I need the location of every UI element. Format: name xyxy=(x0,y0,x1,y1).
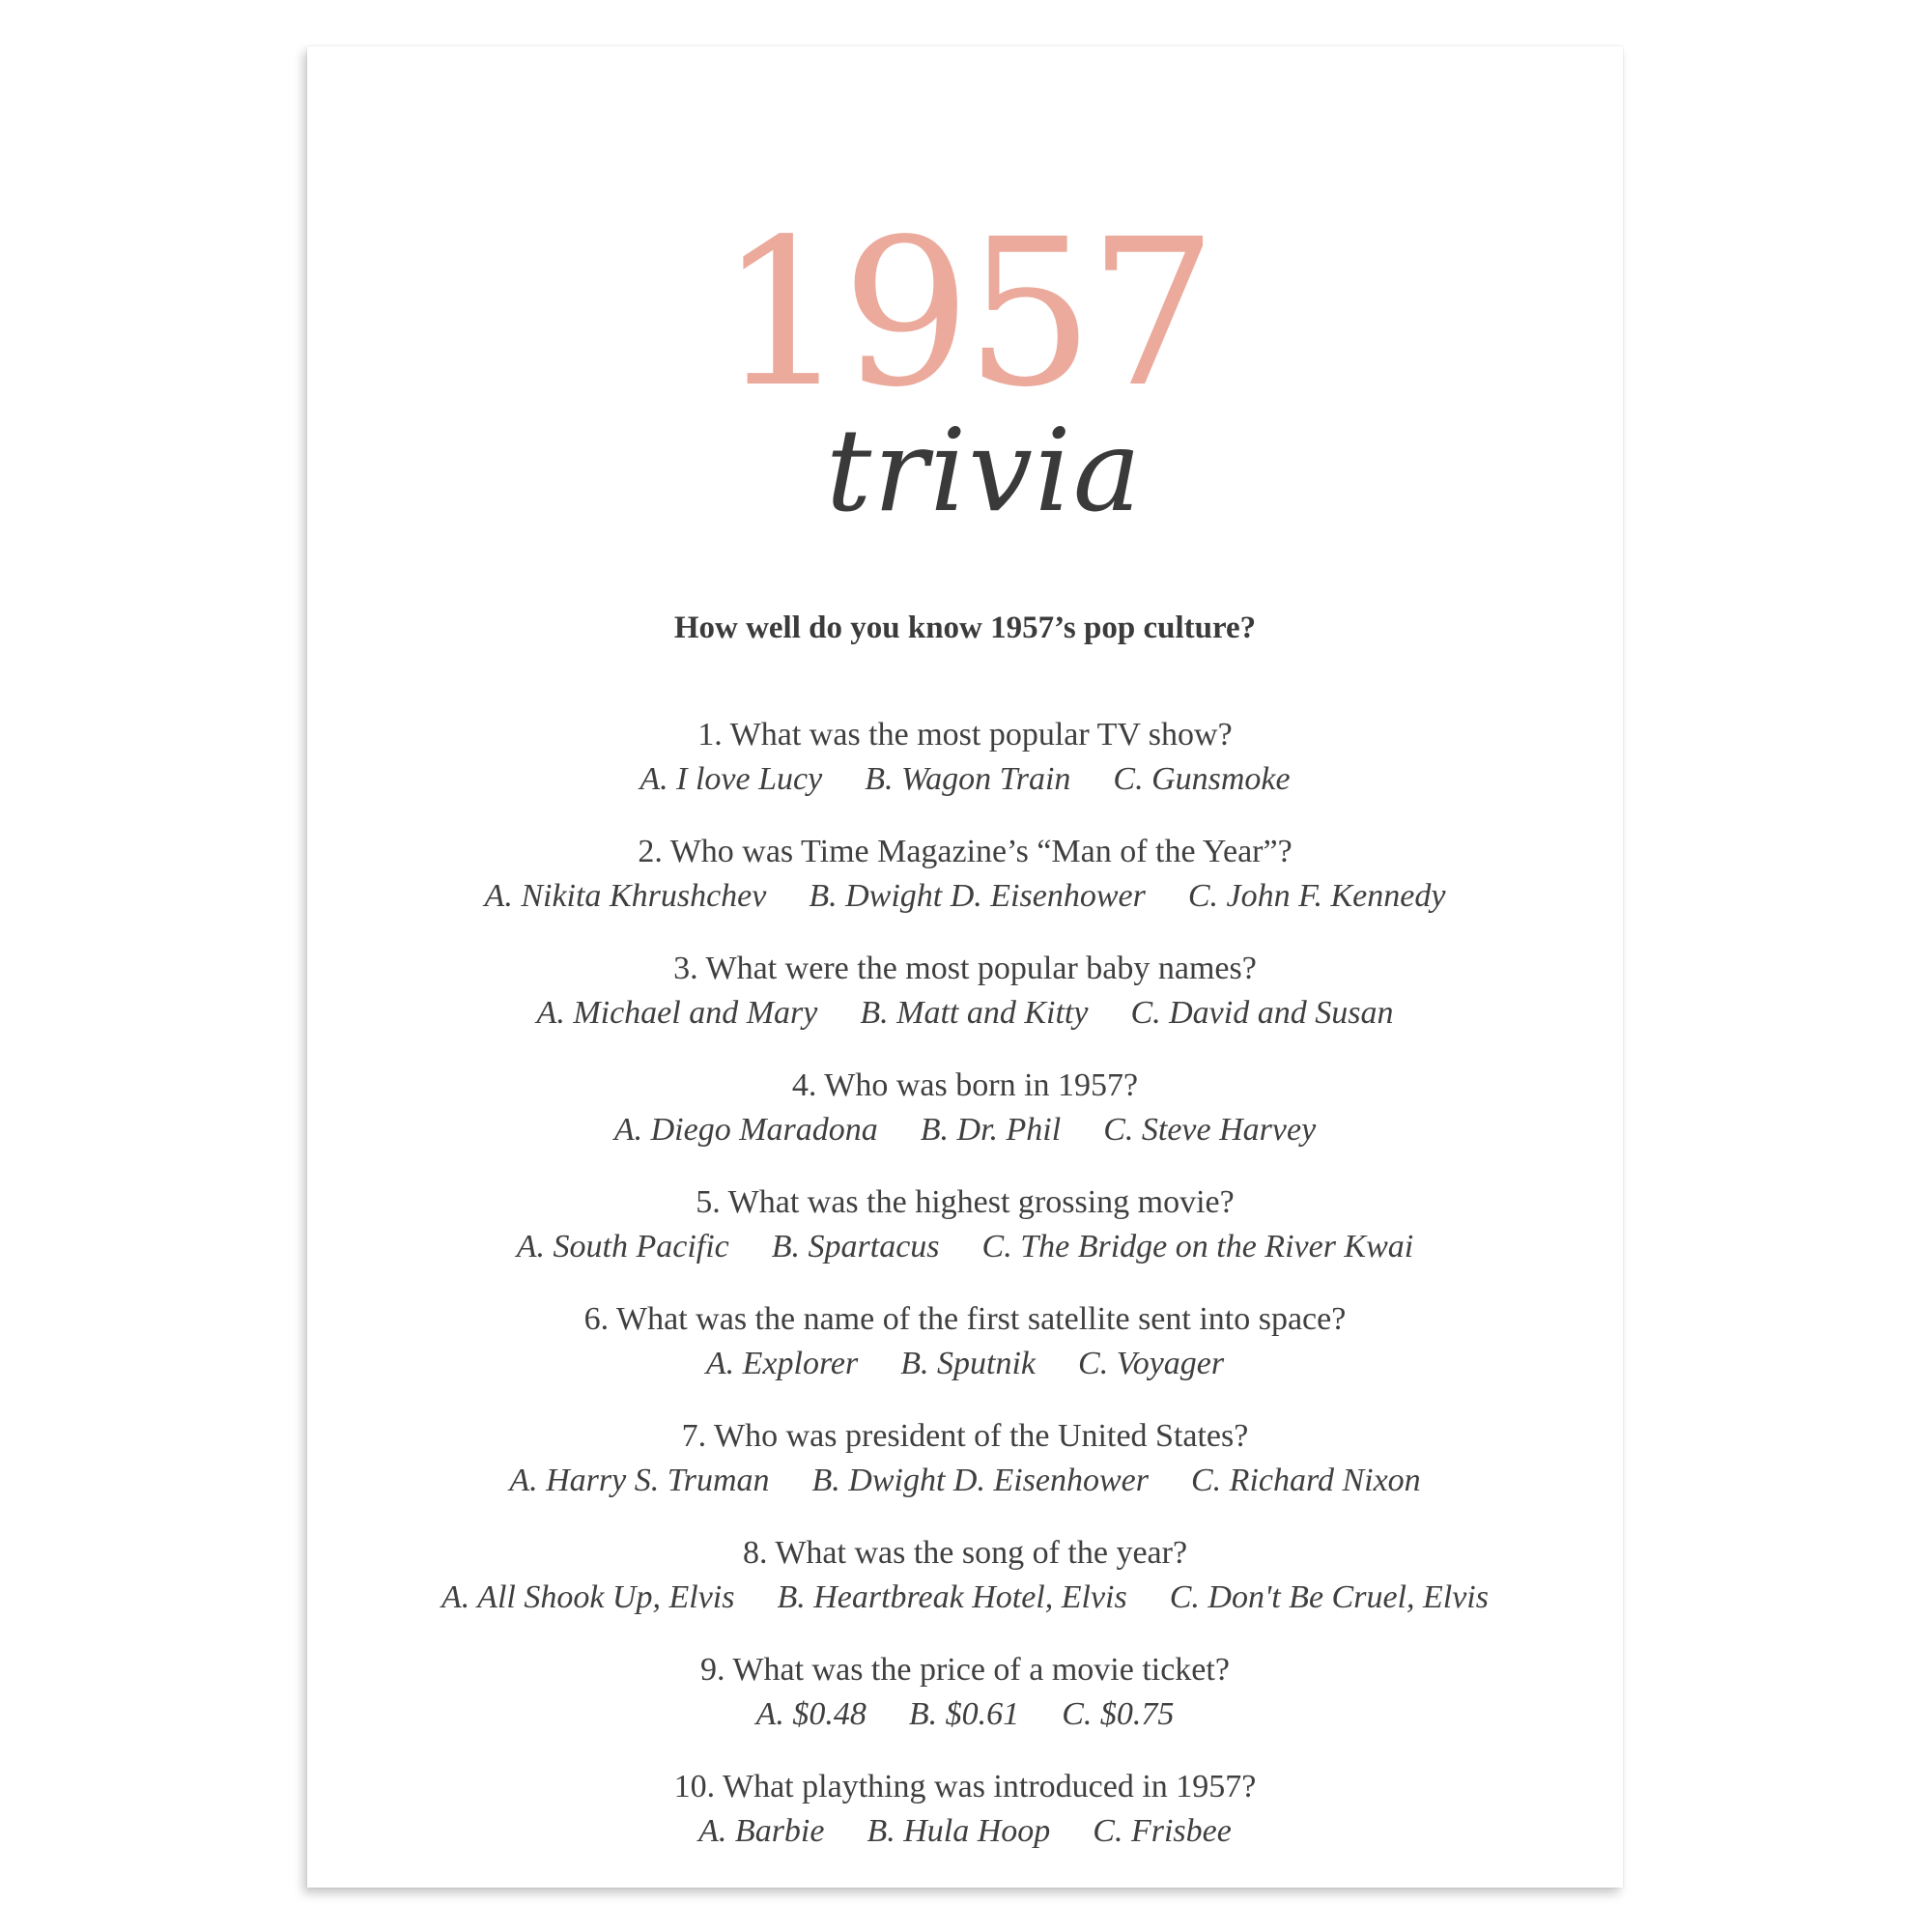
answer-option: B. Heartbreak Hotel, Elvis xyxy=(777,1579,1127,1615)
answer-option: A. All Shook Up, Elvis xyxy=(441,1579,735,1615)
trivia-subtitle: trivia xyxy=(825,404,1144,537)
answer-options xyxy=(307,1108,1623,1152)
answer-options xyxy=(307,1342,1623,1386)
answer-option: B. Sputnik xyxy=(900,1346,1037,1381)
answer-option: C. Richard Nixon xyxy=(1191,1463,1421,1498)
question-text: 3. What were the most popular baby names? xyxy=(673,951,1257,986)
answer-option: B. $0.61 xyxy=(908,1696,1020,1732)
year-title: 1957 xyxy=(718,195,1212,432)
answer-options xyxy=(307,874,1623,919)
question-item xyxy=(307,1414,1623,1531)
answer-option: A. Nikita Khrushchev xyxy=(484,878,767,914)
answer-option: C. Steve Harvey xyxy=(1103,1112,1317,1148)
answer-option: C. Frisbee xyxy=(1093,1813,1232,1849)
question-text: 10. What plaything was introduced in 1957? xyxy=(673,1769,1257,1804)
answer-option: B. Spartacus xyxy=(771,1229,940,1264)
question-text: 4. Who was born in 1957? xyxy=(791,1067,1139,1103)
trivia-card xyxy=(307,46,1623,1888)
question-item xyxy=(307,830,1623,947)
answer-option: A. South Pacific xyxy=(516,1229,729,1264)
question-text: 1. What was the most popular TV show? xyxy=(697,717,1233,753)
question-item xyxy=(307,1531,1623,1648)
question-item xyxy=(307,1648,1623,1765)
answer-option: C. Gunsmoke xyxy=(1113,761,1291,797)
answer-option: A. Explorer xyxy=(705,1346,859,1381)
question-text: 5. What was the highest grossing movie? xyxy=(696,1184,1235,1220)
answer-option: C. Voyager xyxy=(1078,1346,1225,1381)
question-text: 2. Who was Time Magazine’s “Man of the Year”? xyxy=(638,834,1293,869)
question-text: 7. Who was president of the United States? xyxy=(681,1418,1249,1454)
answer-option: B. Wagon Train xyxy=(865,761,1071,797)
question-text: 9. What was the price of a movie ticket? xyxy=(700,1652,1230,1688)
question-text: 6. What was the name of the first satellite sent into space? xyxy=(583,1301,1347,1337)
answer-options xyxy=(307,1576,1623,1620)
answer-option: C. $0.75 xyxy=(1062,1696,1175,1732)
intro-question: How well do you know 1957’s pop culture? xyxy=(673,611,1257,645)
question-item xyxy=(307,1064,1623,1180)
answer-option: B. Hula Hoop xyxy=(867,1813,1051,1849)
question-item xyxy=(307,1297,1623,1414)
answer-option: A. Harry S. Truman xyxy=(509,1463,770,1498)
answer-option: A. $0.48 xyxy=(755,1696,867,1732)
question-item xyxy=(307,1765,1623,1882)
answer-options xyxy=(307,1809,1623,1854)
answer-option: C. David and Susan xyxy=(1130,995,1394,1031)
question-item xyxy=(307,1180,1623,1297)
answer-option: B. Matt and Kitty xyxy=(860,995,1089,1031)
question-list xyxy=(307,713,1623,1882)
question-item xyxy=(307,947,1623,1064)
answer-option: A. Diego Maradona xyxy=(613,1112,878,1148)
answer-option: B. Dwight D. Eisenhower xyxy=(809,878,1146,914)
answer-options xyxy=(307,1225,1623,1269)
answer-options xyxy=(307,1459,1623,1503)
question-item xyxy=(307,713,1623,830)
answer-option: C. Don't Be Cruel, Elvis xyxy=(1169,1579,1489,1615)
answer-option: A. I love Lucy xyxy=(639,761,823,797)
answer-option: C. John F. Kennedy xyxy=(1187,878,1446,914)
answer-option: C. The Bridge on the River Kwai xyxy=(981,1229,1414,1264)
answer-options xyxy=(307,757,1623,802)
answer-option: A. Barbie xyxy=(698,1813,825,1849)
question-text: 8. What was the song of the year? xyxy=(742,1535,1188,1571)
answer-option: A. Michael and Mary xyxy=(536,995,818,1031)
answer-options xyxy=(307,1692,1623,1737)
answer-option: B. Dr. Phil xyxy=(920,1112,1062,1148)
answer-option: B. Dwight D. Eisenhower xyxy=(811,1463,1149,1498)
answer-options xyxy=(307,991,1623,1036)
